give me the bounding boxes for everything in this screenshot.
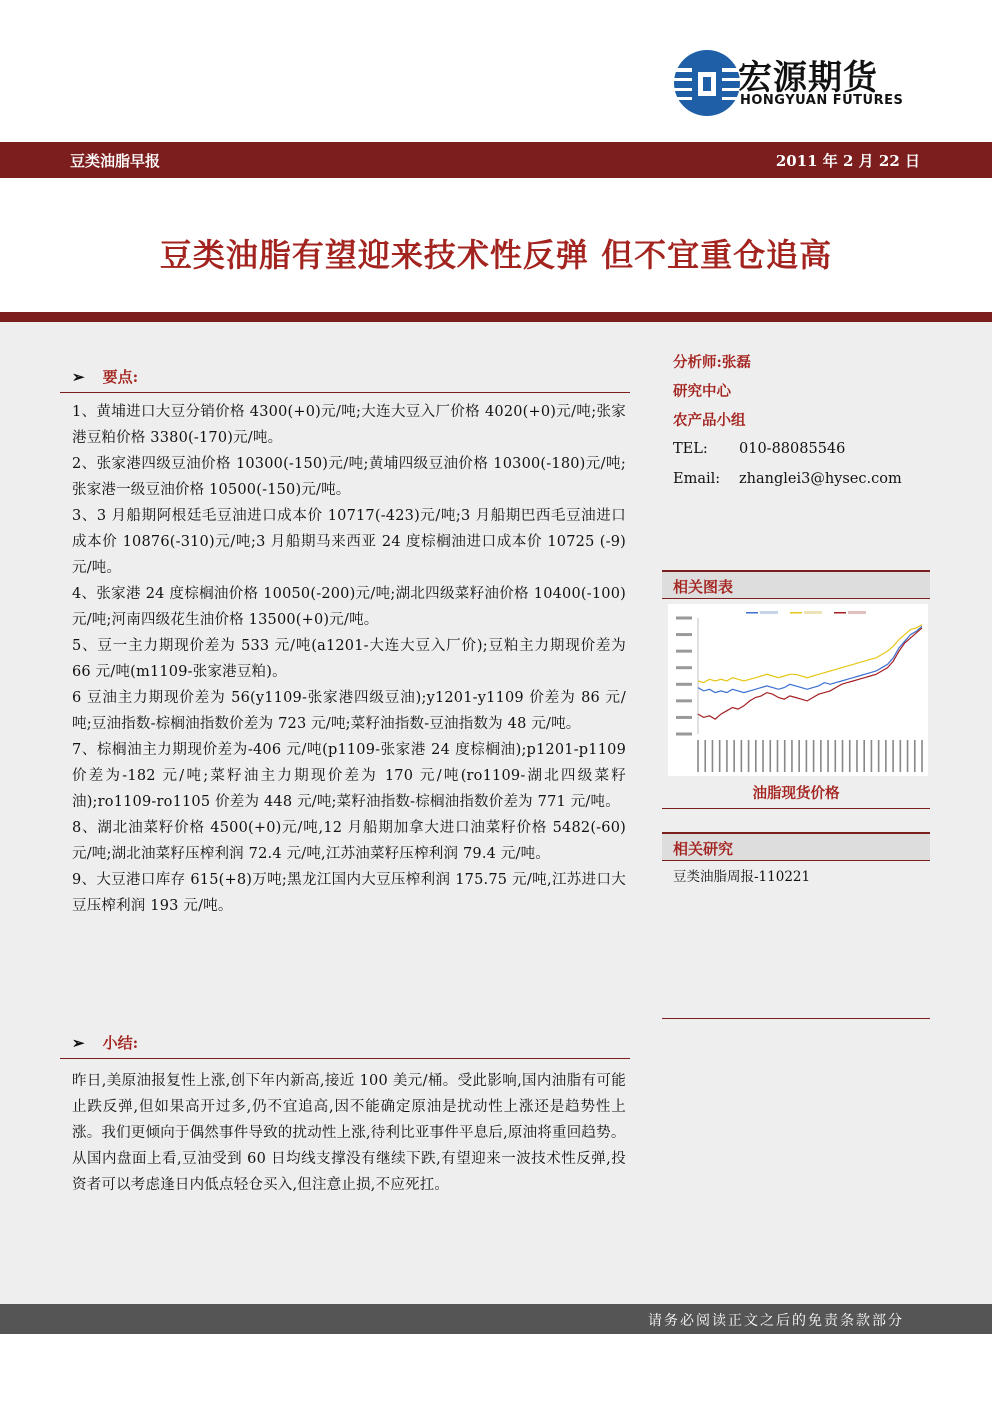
summary-text xyxy=(72,1068,626,1198)
key-points-heading: ➢ 要点: xyxy=(72,368,139,386)
contact-info xyxy=(673,434,902,494)
legend-swatch xyxy=(834,612,846,614)
x-tick-label xyxy=(871,740,873,772)
x-tick-label xyxy=(777,740,779,772)
y-tick-label xyxy=(676,633,692,636)
key-point-item: 4、张家港 24 度棕榈油价格 10050(-200)元/吨;湖北四级菜籽油价格 10400(-100)元/吨;河南四级花生油价格 13500(+0)元/吨。 xyxy=(72,586,626,628)
related-research-header xyxy=(662,832,930,861)
key-point-item: 2、张家港四级豆油价格 10300(-150)元/吨;黄埔四级豆油价格 10300(-180)元/吨;张家港一级豆油价格 10500(-150)元/吨。 xyxy=(72,456,626,498)
y-tick-label xyxy=(676,650,692,653)
analyst-info xyxy=(673,348,751,435)
x-tick-label xyxy=(892,740,894,772)
logo-name-en: HONGYUAN FUTURES xyxy=(740,93,904,108)
report-type: 豆类油脂早报 xyxy=(70,152,161,170)
key-point-item: 9、大豆港口库存 615(+8)万吨;黑龙江国内大豆压榨利润 175.75 元/吨,江苏进口大豆压榨利润 193 元/吨。 xyxy=(72,872,626,914)
arrow-icon: ➢ xyxy=(72,368,85,386)
key-point-item: 5、豆一主力期现价差为 533 元/吨(a1201-大连大豆入厂价);豆粕主力期现价差为 66 元/吨(m1109-张家港豆粕)。 xyxy=(72,638,626,680)
summary-heading: ➢ 小结: xyxy=(72,1034,139,1052)
y-tick-label xyxy=(676,617,692,620)
key-point-item: 8、湖北油菜籽价格 4500(+0)元/吨,12 月船期加拿大进口油菜籽价格 5482(-60)元/吨;湖北油菜籽压榨利润 72.4 元/吨,江苏油菜籽压榨利润 79.4 元/吨。 xyxy=(72,820,626,862)
report-title: 豆类油脂有望迎来技术性反弹 但不宜重仓追高 xyxy=(159,236,833,274)
x-tick-label xyxy=(697,740,699,772)
x-tick-label xyxy=(755,740,757,772)
x-tick-label xyxy=(733,740,735,772)
chart-legend xyxy=(746,611,866,614)
x-tick-label xyxy=(827,740,829,772)
key-point-item: 1、黄埔进口大豆分销价格 4300(+0)元/吨;大连大豆入厂价格 4020(+0)元/吨;张家港豆粕价格 3380(-170)元/吨。 xyxy=(72,404,626,446)
x-tick-label xyxy=(791,740,793,772)
sidebar-bottom-divider xyxy=(662,1018,930,1019)
legend-swatch xyxy=(790,612,802,614)
related-chart-header xyxy=(662,570,930,599)
summary-paragraph: 从国内盘面上看,豆油受到 60 日均线支撑没有继续下跌,有望迎来一波技术性反弹,投资者可以考虑逢日内低点轻仓买入,但注意止损,不应死扛。 xyxy=(72,1151,626,1193)
x-tick-label xyxy=(762,740,764,772)
legend-label-placeholder xyxy=(848,611,866,614)
x-tick-label xyxy=(856,740,858,772)
chart-caption: 油脂现货价格 xyxy=(752,785,840,802)
report-header-bar xyxy=(0,142,992,178)
x-tick-label xyxy=(712,740,714,772)
analyst-name: 分析师:张磊 xyxy=(673,354,751,371)
x-tick-label xyxy=(784,740,786,772)
x-tick-label xyxy=(813,740,815,772)
x-tick-label xyxy=(921,740,923,772)
x-tick-label xyxy=(842,740,844,772)
x-tick-label xyxy=(863,740,865,772)
department: 研究中心 xyxy=(673,383,731,400)
legend-label-placeholder xyxy=(804,611,822,614)
x-tick-label xyxy=(878,740,880,772)
x-tick-label xyxy=(719,740,721,772)
x-tick-label xyxy=(820,740,822,772)
chart-bottom-divider xyxy=(662,808,930,809)
key-point-item: 6 豆油主力期现价差为 56(y1109-张家港四级豆油);y1201-y1109 价差为 86 元/吨;豆油指数-棕榈油指数价差为 723 元/吨;菜籽油指数-豆油指数为 48 元/吨。 xyxy=(72,690,626,732)
x-tick-label xyxy=(741,740,743,772)
key-points-divider xyxy=(60,392,630,393)
x-tick-label xyxy=(885,740,887,772)
title-divider xyxy=(0,312,992,322)
y-tick-label xyxy=(676,683,692,686)
y-tick-label xyxy=(676,699,692,702)
team: 农产品小组 xyxy=(673,412,746,429)
x-tick-label xyxy=(704,740,706,772)
legend-swatch xyxy=(746,612,758,614)
arrow-icon: ➢ xyxy=(72,1034,85,1052)
x-tick-label xyxy=(914,740,916,772)
related-chart-title: 相关图表 xyxy=(673,578,734,596)
key-point-item: 3、3 月船期阿根廷毛豆油进口成本价 10717(-423)元/吨;3 月船期巴西毛豆油进口成本价 10876(-310)元/吨;3 月船期马来西亚 24 度棕榈油进口成本价 10725 (-9)元/吨。 xyxy=(72,508,626,576)
x-tick-label xyxy=(806,740,808,772)
key-point-item: 7、棕榈油主力期现价差为-406 元/吨(p1109-张家港 24 度棕榈油);p1201-p1109 价差为-182 元/吨;菜籽油主力期现价差为 170 元/吨(ro1109-湖北四级菜籽油);ro1109-ro1105 价差为 448 元/吨;菜籽油指数-棕榈油指数价差为 771 元/吨。 xyxy=(72,742,626,810)
x-tick-label xyxy=(769,740,771,772)
x-tick-label xyxy=(748,740,750,772)
y-tick-label xyxy=(676,666,692,669)
x-tick-label xyxy=(834,740,836,772)
y-tick-label xyxy=(676,733,692,736)
report-date: 2011 年 2 月 22 日 xyxy=(775,152,920,170)
x-tick-label xyxy=(849,740,851,772)
tel-label: TEL: xyxy=(673,441,708,457)
related-research-link[interactable]: 豆类油脂周报-110221 xyxy=(673,869,811,885)
footer-bar xyxy=(0,1304,992,1334)
email-value: zhanglei3@hysec.com xyxy=(739,471,902,487)
logo-name-cn: 宏源期货 xyxy=(738,58,878,98)
x-tick-label xyxy=(726,740,728,772)
related-research-title: 相关研究 xyxy=(673,840,734,858)
key-points-list xyxy=(72,399,626,919)
x-tick-label xyxy=(900,740,902,772)
x-tick-label xyxy=(798,740,800,772)
email-label: Email: xyxy=(673,471,721,487)
tel-value: 010-88085546 xyxy=(739,441,846,457)
legend-label-placeholder xyxy=(760,611,778,614)
oil-price-chart xyxy=(668,604,928,776)
x-tick-label xyxy=(907,740,909,772)
summary-paragraph: 昨日,美原油报复性上涨,创下年内新高,接近 100 美元/桶。受此影响,国内油脂有可能止跌反弹,但如果高开过多,仍不宜追高,因不能确定原油是扰动性上涨还是趋势性上涨。我们更倾向于偶然事件导致的扰动性上涨,待利比亚事件平息后,原油将重回趋势。 xyxy=(72,1073,626,1141)
summary-divider xyxy=(60,1058,630,1059)
y-tick-label xyxy=(676,716,692,719)
disclaimer-note: 请务必阅读正文之后的免责条款部分 xyxy=(648,1313,904,1329)
